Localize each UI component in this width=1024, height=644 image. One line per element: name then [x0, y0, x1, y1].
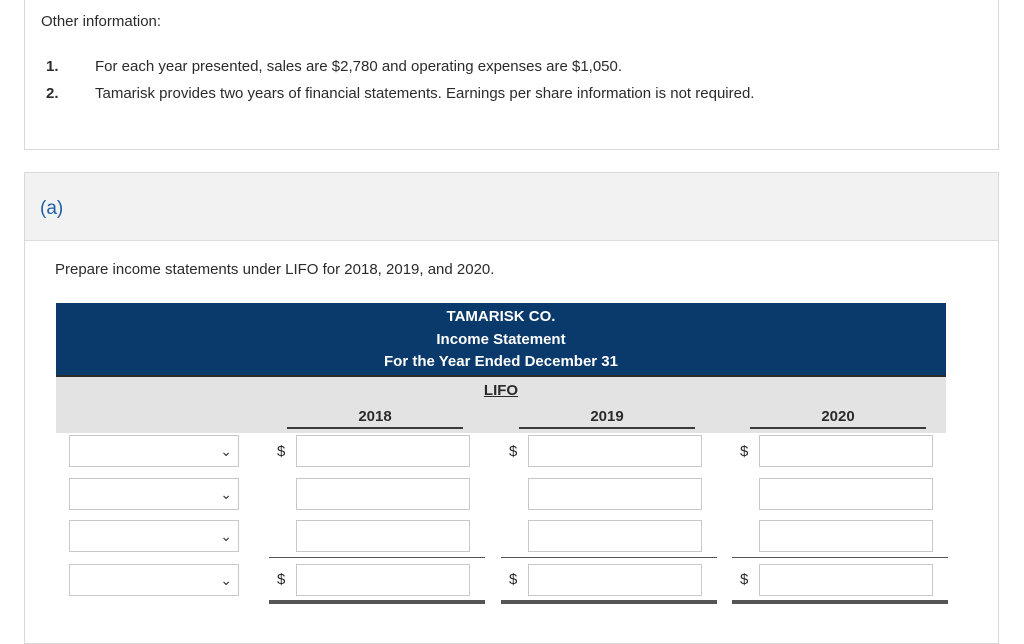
company-name: TAMARISK CO.	[446, 308, 556, 325]
total-input-2019[interactable]	[528, 564, 702, 596]
chevron-down-icon: ⌄	[220, 528, 232, 544]
currency-symbol: $	[509, 443, 518, 460]
amount-input-2018[interactable]	[296, 435, 470, 467]
currency-symbol: $	[277, 571, 286, 588]
total-double-line	[269, 600, 485, 604]
currency-symbol: $	[277, 443, 286, 460]
other-information-card	[24, 0, 999, 150]
currency-symbol: $	[740, 443, 749, 460]
chevron-down-icon: ⌄	[220, 486, 232, 502]
costing-method: LIFO	[483, 382, 519, 399]
info-item-text: For each year presented, sales are $2,780 and operating expenses are $1,050.	[95, 58, 623, 75]
line-item-select[interactable]	[69, 564, 239, 596]
year-header-2020: 2020	[750, 408, 926, 429]
subtotal-line	[732, 557, 948, 558]
amount-input-2020[interactable]	[759, 520, 933, 552]
column-header	[56, 375, 946, 433]
part-label: (a)	[40, 198, 64, 219]
amount-input-2020[interactable]	[759, 435, 933, 467]
statement-title: Income Statement	[436, 331, 566, 348]
line-item-select[interactable]	[69, 520, 239, 552]
statement-period: For the Year Ended December 31	[384, 353, 618, 370]
line-item-select[interactable]	[69, 478, 239, 510]
chevron-down-icon: ⌄	[220, 572, 232, 588]
part-header	[25, 173, 998, 241]
part-a-card	[24, 172, 999, 644]
info-item-text: Tamarisk provides two years of financial statements. Earnings per share information is not required.	[95, 85, 755, 102]
statement-header	[56, 303, 946, 375]
amount-input-2019[interactable]	[528, 520, 702, 552]
currency-symbol: $	[740, 571, 749, 588]
subtotal-line	[269, 557, 485, 558]
year-header-2018: 2018	[287, 408, 463, 429]
instruction-text: Prepare income statements under LIFO for 2018, 2019, and 2020.	[55, 261, 495, 278]
amount-input-2019[interactable]	[528, 435, 702, 467]
amount-input-2020[interactable]	[759, 478, 933, 510]
total-input-2018[interactable]	[296, 564, 470, 596]
currency-symbol: $	[509, 571, 518, 588]
line-item-select[interactable]	[69, 435, 239, 467]
amount-input-2018[interactable]	[296, 478, 470, 510]
amount-input-2018[interactable]	[296, 520, 470, 552]
total-input-2020[interactable]	[759, 564, 933, 596]
year-header-2019: 2019	[519, 408, 695, 429]
subtotal-line	[501, 557, 717, 558]
amount-input-2019[interactable]	[528, 478, 702, 510]
chevron-down-icon: ⌄	[220, 443, 232, 459]
other-information-title: Other information:	[41, 13, 162, 30]
info-item-number: 1.	[46, 58, 59, 75]
info-item-number: 2.	[46, 85, 59, 102]
total-double-line	[501, 600, 717, 604]
total-double-line	[732, 600, 948, 604]
